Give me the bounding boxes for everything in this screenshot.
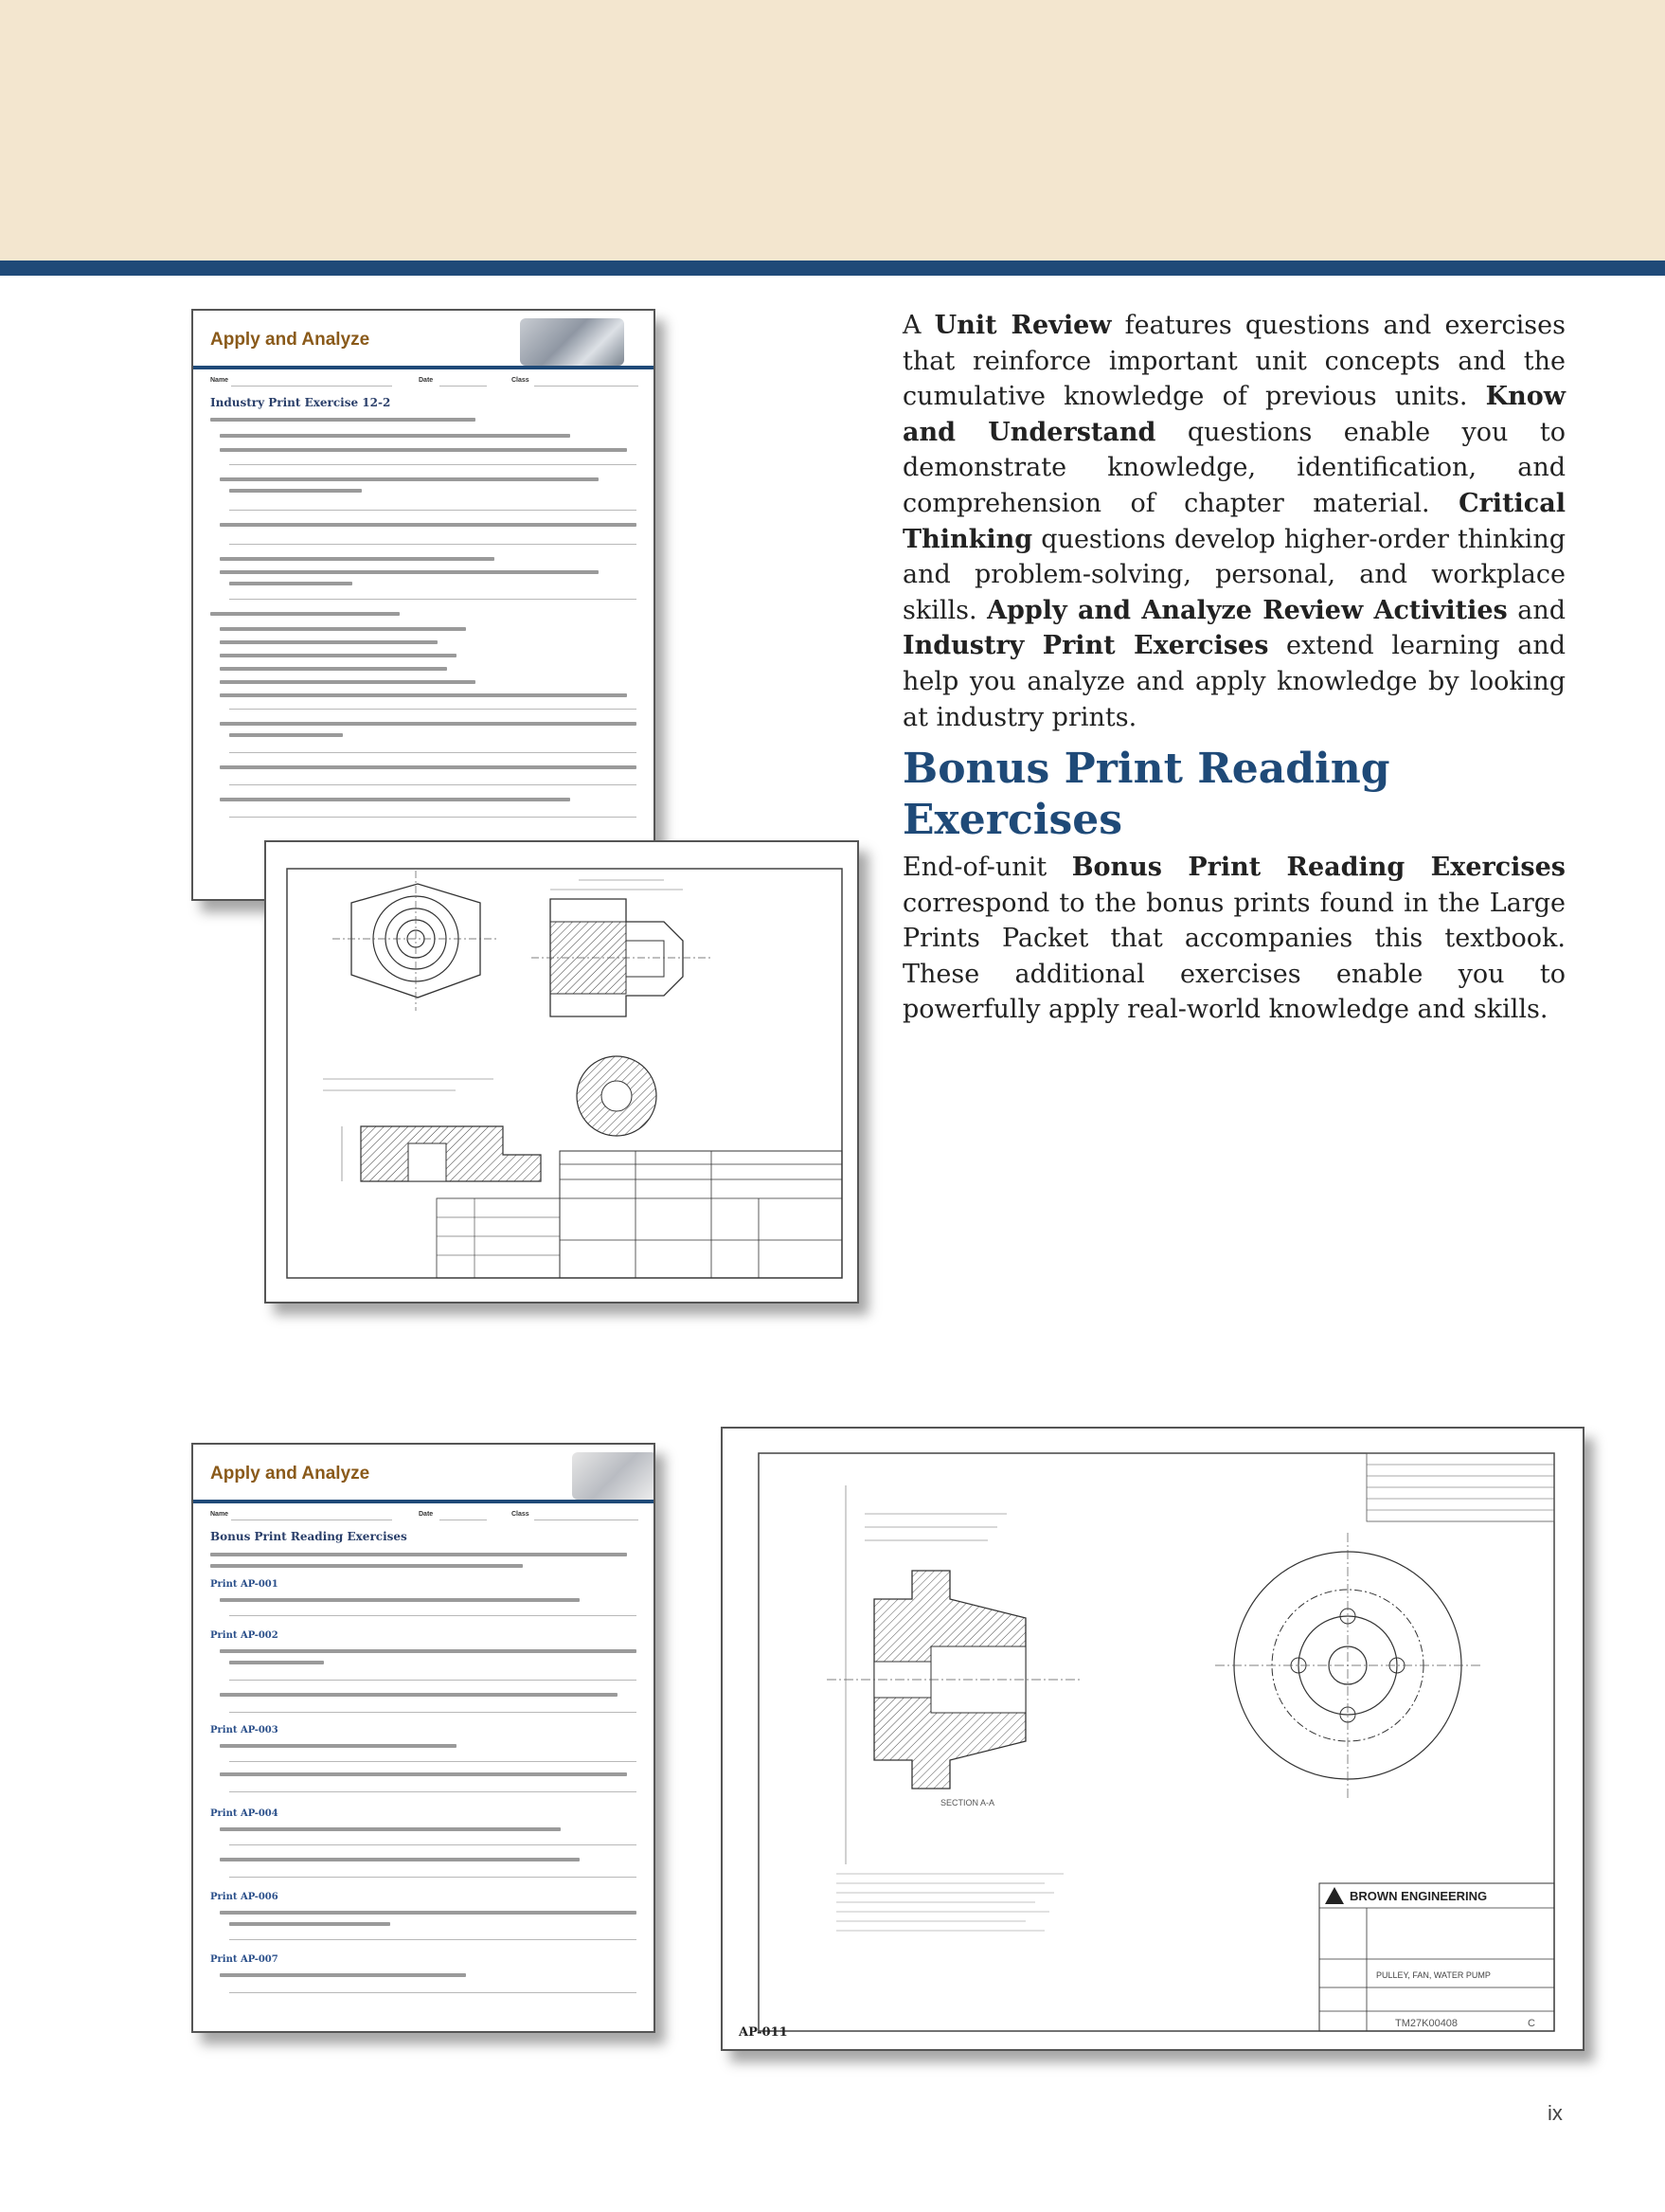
section-label: SECTION A-A: [940, 1798, 995, 1807]
worksheet-title: Bonus Print Reading Exercises: [210, 1530, 407, 1543]
print-heading: Print AP-002: [210, 1630, 278, 1641]
worksheet-header-rule: [193, 366, 655, 369]
blueprint-photo-icon: [572, 1452, 655, 1500]
drawing-thumbnail-hex-part: [264, 840, 859, 1304]
print-heading: Print AP-001: [210, 1579, 278, 1590]
unit-review-paragraph: A Unit Review features questions and exercises that reinforce important unit concepts and the cumulative knowledge of previous units. Know and Understand questions enable you to demonstrate knowledge, identification, and comprehension of chapter material. Critical Thinking questions develop higher-order thinking and problem-solving, personal, and workplace skills. Apply and Analyze Review Activities and Industry Print Exercises extend learning and help you analyze and apply knowledge by looking at industry prints.: [903, 311, 1566, 732]
drawing-caption: AP-011: [739, 2025, 788, 2040]
worksheet-header: Apply and Analyze: [210, 330, 370, 350]
page-number: ix: [1548, 2101, 1563, 2125]
section-heading: Bonus Print Reading Exercises: [903, 745, 1390, 844]
top-blue-rule: [0, 261, 1665, 276]
field-class-label: Class: [511, 377, 529, 384]
field-date-label: Date: [419, 1511, 434, 1518]
field-name-label: Name: [210, 377, 229, 384]
pulley-drawing: [723, 1429, 1584, 2051]
bearing-photo-icon: [520, 318, 624, 366]
company-name: BROWN ENGINEERING: [1350, 1889, 1488, 1903]
drawing-number: TM27K00408: [1395, 2018, 1459, 2029]
field-class-label: Class: [511, 1511, 529, 1518]
drawing-thumbnail-pulley: [721, 1427, 1584, 2051]
print-heading: Print AP-003: [210, 1725, 278, 1735]
hex-part-drawing: [266, 842, 859, 1304]
worksheet-thumbnail-bonus-print: [191, 1443, 655, 2033]
part-title: PULLEY, FAN, WATER PUMP: [1376, 1970, 1491, 1980]
drawing-revision: C: [1528, 2018, 1535, 2029]
field-name-label: Name: [210, 1511, 229, 1518]
print-heading: Print AP-007: [210, 1954, 278, 1965]
field-date-label: Date: [419, 377, 434, 384]
worksheet-header-rule: [193, 1500, 655, 1503]
bonus-exercises-paragraph: End-of-unit Bonus Print Reading Exercises correspond to the bonus prints found in the Large Prints Packet that accompanies this textbook. These additional exercises enable you to powerfully apply real-world knowledge and skills.: [903, 853, 1566, 1025]
worksheet-thumbnail-industry-print: [191, 309, 655, 901]
worksheet-header: Apply and Analyze: [210, 1464, 370, 1484]
print-heading: Print AP-006: [210, 1892, 278, 1902]
print-heading: Print AP-004: [210, 1808, 278, 1819]
worksheet-title: Industry Print Exercise 12-2: [210, 396, 391, 409]
top-color-band: [0, 0, 1665, 261]
brown-engineering-logo-icon: [1325, 1887, 1344, 1904]
